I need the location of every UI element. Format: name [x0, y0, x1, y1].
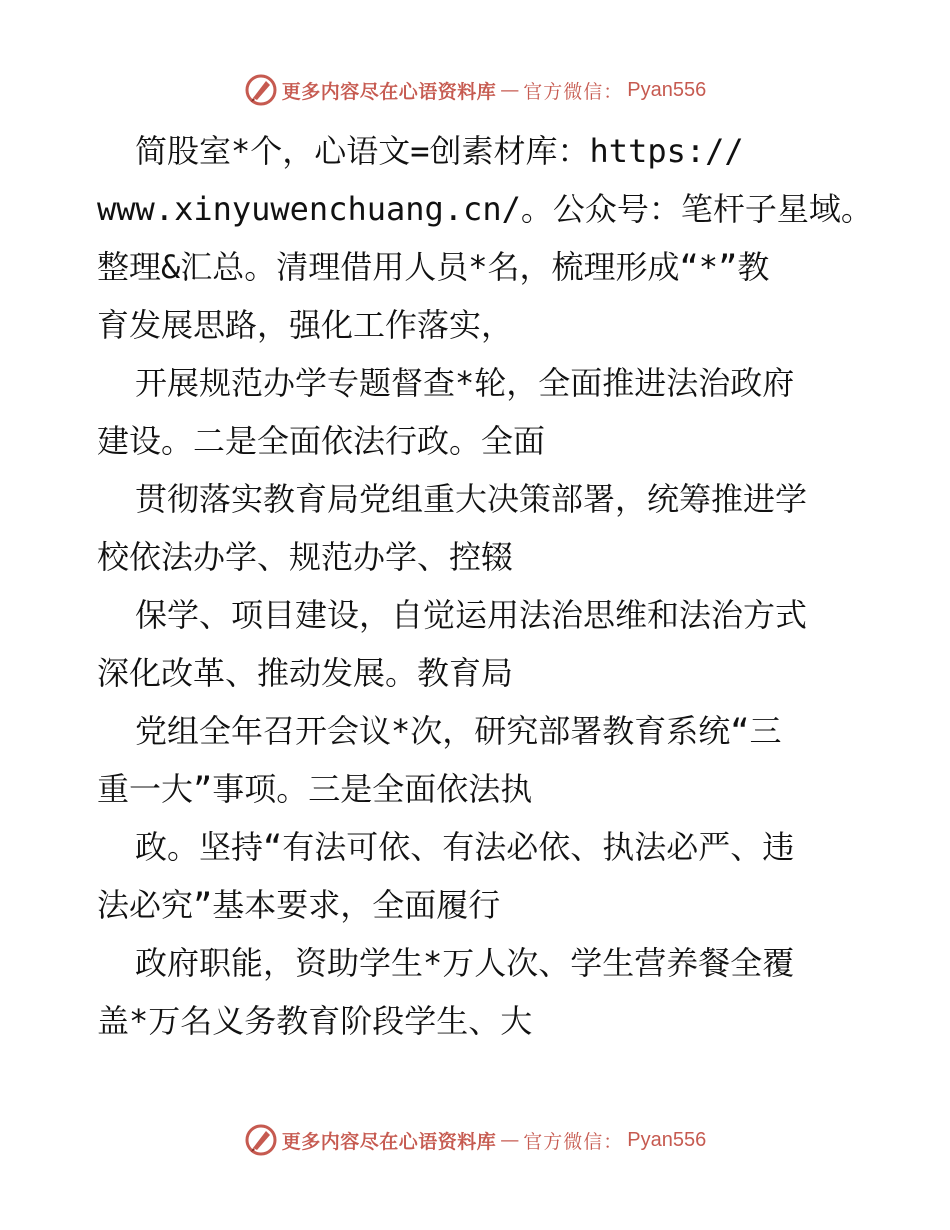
footer-wechat-label: 官方微信：	[523, 1130, 624, 1153]
body-line: 保学、项目建设，自觉运用法治思维和法治方式	[135, 596, 808, 634]
footer-banner-inner	[244, 1123, 707, 1157]
header-banner-inner	[244, 73, 707, 107]
body-line: 党组全年召开会议*次，研究部署教育系统“三	[135, 712, 782, 750]
body-line: 建设。二是全面依法行政。全面	[97, 422, 546, 460]
header-wechat-id: Pyan556	[627, 78, 707, 101]
body-line: 政府职能，资助学生*万人次、学生营养餐全覆	[135, 944, 795, 982]
footer-banner	[0, 1120, 950, 1160]
body-line: 育发展思路，强化工作落实，	[97, 306, 514, 344]
header-wechat-label: 官方微信：	[523, 80, 624, 103]
header-separator: —	[500, 79, 520, 101]
body-line: 校依法办学、规范办学、控辍	[97, 538, 514, 576]
body-line: 贯彻落实教育局党组重大决策部署，统筹推进学	[135, 480, 808, 518]
footer-wechat-id: Pyan556	[627, 1128, 707, 1151]
header-brand-text: 更多内容尽在心语资料库	[281, 80, 497, 103]
footer-brand-text: 更多内容尽在心语资料库	[281, 1130, 497, 1153]
body-line: 深化改革、推动发展。教育局	[97, 654, 514, 692]
pen-nib-logo-icon	[244, 73, 278, 107]
header-banner	[0, 70, 950, 110]
body-line: 政。坚持“有法可依、有法必依、执法必严、违	[135, 828, 795, 866]
body-line: 整理&汇总。清理借用人员*名，梳理形成“*”教	[97, 248, 770, 286]
body-line: 盖*万名义务教育阶段学生、大	[97, 1002, 533, 1040]
footer-separator: —	[500, 1129, 520, 1151]
body-line: www.xinyuwenchuang.cn/。公众号：笔杆子星域。	[97, 190, 873, 228]
body-line: 简股室*个，心语文=创素材库：https://	[135, 132, 744, 170]
body-line: 法必究”基本要求，全面履行	[97, 886, 501, 924]
body-line: 开展规范办学专题督查*轮，全面推进法治政府	[135, 364, 795, 402]
body-line: 重一大”事项。三是全面依法执	[97, 770, 533, 808]
pen-nib-logo-icon	[244, 1123, 278, 1157]
document-body	[97, 122, 873, 1050]
